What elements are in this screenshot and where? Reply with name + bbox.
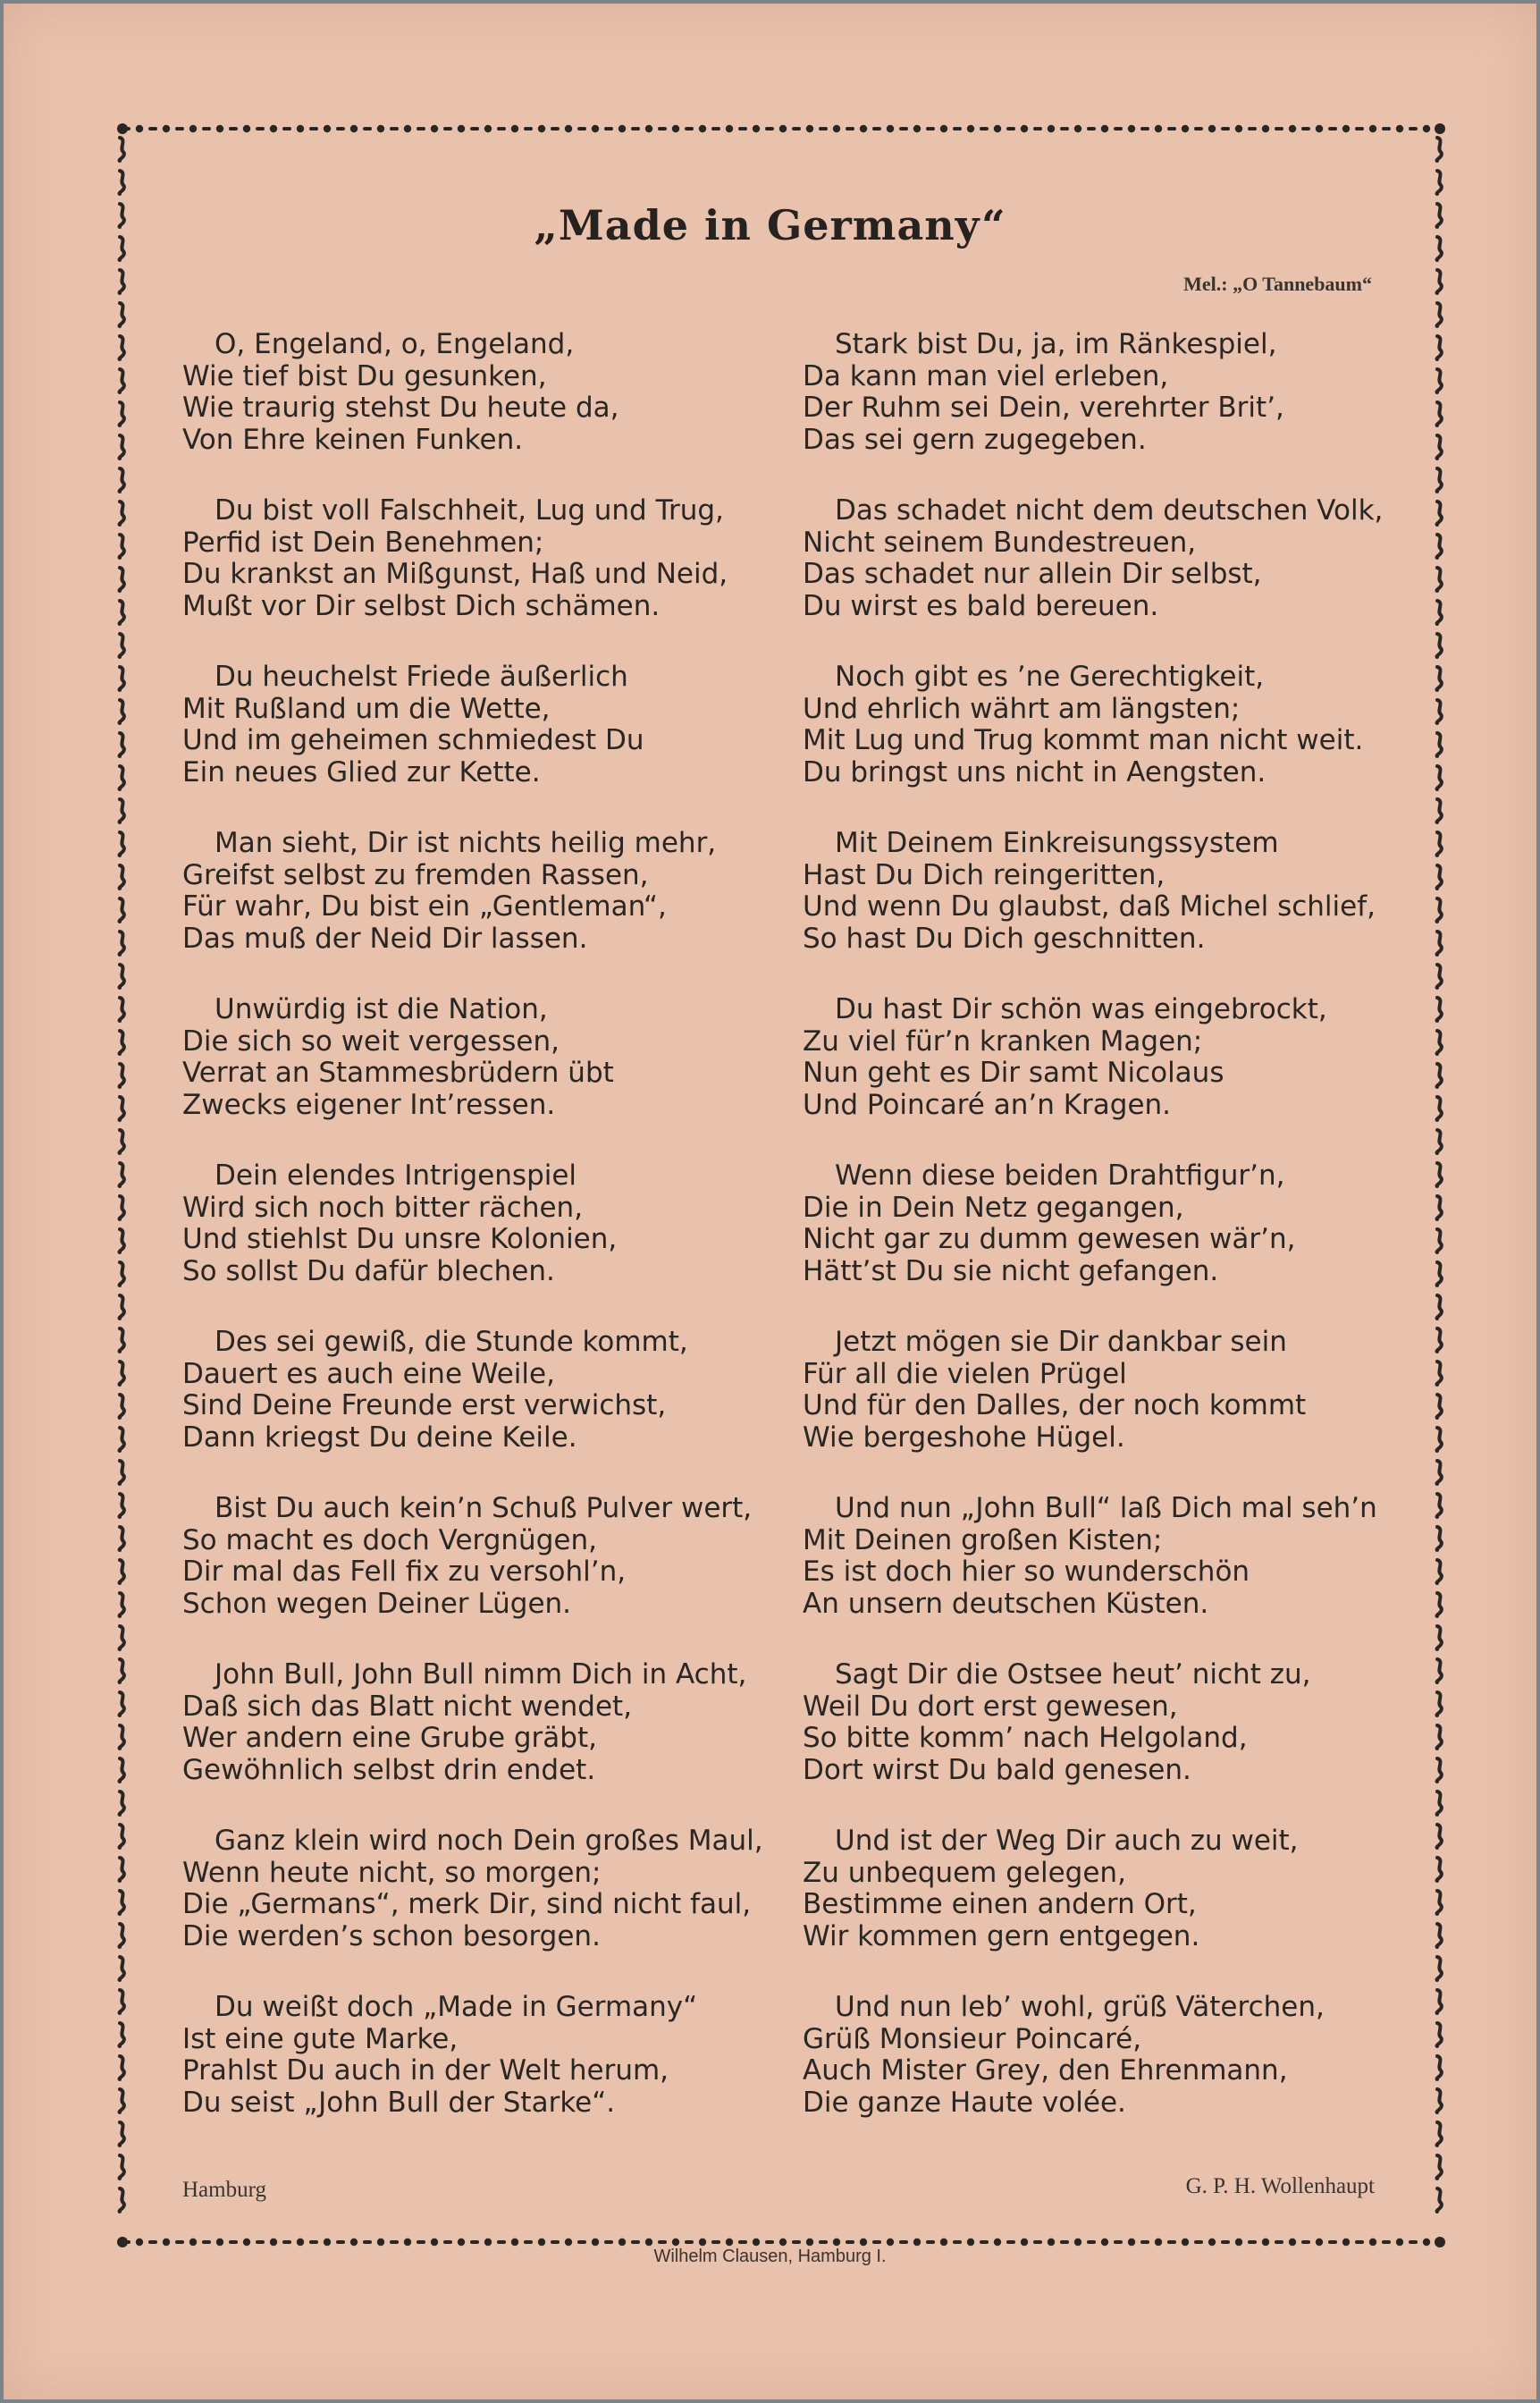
verse-line: Die ganze Haute volée. xyxy=(803,2086,1126,2119)
verse-line: Du bist voll Falschheit, Lug und Trug, xyxy=(215,494,724,527)
stanza xyxy=(182,662,808,828)
verse-line: So sollst Du dafür blechen. xyxy=(182,1254,555,1287)
right-column xyxy=(803,329,1428,2158)
verse-line: O, Engeland, o, Engeland, xyxy=(215,328,575,360)
verse-line: Jetzt mögen sie Dir dankbar sein xyxy=(835,1326,1287,1358)
verse-line: Unwürdig ist die Nation, xyxy=(215,993,548,1025)
verse-line: Auch Mister Grey, den Ehrenmann, xyxy=(803,2054,1288,2087)
verse-line: Und wenn Du glaubst, daß Michel schlief, xyxy=(803,890,1376,923)
verse-line: Hätt’st Du sie nicht gefangen. xyxy=(803,1254,1219,1287)
verse-line: Wer andern eine Grube gräbt, xyxy=(182,1722,597,1754)
verse-line: Du wirst es bald bereuen. xyxy=(803,589,1159,622)
stanza xyxy=(182,1493,808,1659)
verse-line: Und Poincaré an’n Kragen. xyxy=(803,1088,1172,1121)
stanza xyxy=(182,1659,808,1825)
verse-line: Daß sich das Blatt nicht wendet, xyxy=(182,1690,633,1723)
verse-line: Wie traurig stehst Du heute da, xyxy=(182,392,619,424)
verse-line: Schon wegen Deiner Lügen. xyxy=(182,1587,572,1620)
stanza xyxy=(803,1992,1428,2158)
verse-line: So hast Du Dich geschnitten. xyxy=(803,922,1206,955)
verse-line: Für wahr, Du bist ein „Gentleman“, xyxy=(182,890,667,923)
verse-line: Der Ruhm sei Dein, verehrter Brit’, xyxy=(803,392,1284,424)
verse-line: Dir mal das Fell fix zu versohl’n, xyxy=(182,1556,627,1588)
poem-title: „Made in Germany“ xyxy=(534,201,1006,249)
stanza xyxy=(803,1160,1428,1327)
verse-line: Sagt Dir die Ostsee heut’ nicht zu, xyxy=(835,1658,1311,1691)
place-of-print: Hamburg xyxy=(182,2178,266,2202)
verse-line: Sind Deine Freunde erst verwichst, xyxy=(182,1389,667,1421)
verse-line: Da kann man viel erleben, xyxy=(803,359,1169,392)
verse-line: Du bringst uns nicht in Aengsten. xyxy=(803,755,1267,788)
verse-line: Das sei gern zugegeben. xyxy=(803,423,1147,456)
verse-line: Die werden’s schon besorgen. xyxy=(182,1919,601,1952)
verse-line: Wenn heute nicht, so morgen; xyxy=(182,1856,602,1889)
verse-line: Mit Deinem Einkreisungssystem xyxy=(835,827,1279,859)
verse-line: Und im geheimen schmiedest Du xyxy=(182,724,644,756)
verse-line: Bist Du auch kein’n Schuß Pulver wert, xyxy=(215,1492,753,1524)
verse-line: Nicht seinem Bundestreuen, xyxy=(803,526,1197,559)
verse-line: Man sieht, Dir ist nichts heilig mehr, xyxy=(215,827,717,859)
stanza xyxy=(803,329,1428,495)
verse-line: Du heuchelst Friede äußerlich xyxy=(215,661,628,693)
verse-line: Und ist der Weg Dir auch zu weit, xyxy=(835,1825,1299,1857)
verse-line: Es ist doch hier so wunderschön xyxy=(803,1556,1250,1588)
verse-line: Zu viel für’n kranken Magen; xyxy=(803,1024,1203,1058)
verse-line: Bestimme einen andern Ort, xyxy=(803,1888,1197,1920)
verse-line: Du krankst an Mißgunst, Haß und Neid, xyxy=(182,558,728,590)
stanza xyxy=(803,495,1428,662)
verse-line: Grüß Monsieur Poincaré, xyxy=(803,2022,1142,2055)
verse-line: John Bull, John Bull nimm Dich in Acht, xyxy=(215,1658,747,1691)
verse-line: Wie bergeshohe Hügel. xyxy=(803,1421,1125,1454)
verse-line: Und für den Dalles, der noch kommt xyxy=(803,1389,1307,1421)
verse-line: Zu unbequem gelegen, xyxy=(803,1856,1126,1889)
melody-note: Mel.: „O Tannebaum“ xyxy=(1183,273,1372,295)
verse-line: Wir kommen gern entgegen. xyxy=(803,1919,1200,1952)
stanza xyxy=(182,329,808,495)
stanza xyxy=(182,828,808,994)
stanza xyxy=(803,1493,1428,1659)
verse-line: Ganz klein wird noch Dein großes Maul, xyxy=(215,1825,763,1857)
verse-line: Von Ehre keinen Funken. xyxy=(182,423,524,456)
verse-line: Perfid ist Dein Benehmen; xyxy=(182,526,544,559)
verse-line: Mit Rußland um die Wette, xyxy=(182,692,551,725)
verse-line: Das schadet nicht dem deutschen Volk, xyxy=(835,494,1384,527)
stanza xyxy=(182,1825,808,1992)
verse-line: Nun geht es Dir samt Nicolaus xyxy=(803,1057,1224,1089)
verse-line: Die sich so weit vergessen, xyxy=(182,1024,560,1058)
verse-line: Ist eine gute Marke, xyxy=(182,2022,459,2055)
verse-line: So bitte komm’ nach Helgoland, xyxy=(803,1722,1248,1754)
verse-line: Dort wirst Du bald genesen. xyxy=(803,1753,1191,1786)
verse-line: Gewöhnlich selbst drin endet. xyxy=(182,1753,596,1786)
verse-line: Mit Deinen großen Kisten; xyxy=(803,1523,1163,1556)
stanza xyxy=(182,1327,808,1493)
verse-line: Wie tief bist Du gesunken, xyxy=(182,359,547,392)
verse-line: Mit Lug und Trug kommt man nicht weit. xyxy=(803,724,1364,756)
stanza xyxy=(182,495,808,662)
verse-line: Hast Du Dich reingeritten, xyxy=(803,858,1166,891)
author-name: G. P. H. Wollenhaupt xyxy=(1185,2174,1375,2198)
stanza xyxy=(182,1160,808,1327)
stanza xyxy=(803,662,1428,828)
verse-line: Die in Dein Netz gegangen, xyxy=(803,1191,1184,1224)
verse-line: Nicht gar zu dumm gewesen wär’n, xyxy=(803,1223,1296,1255)
verse-line: An unsern deutschen Küsten. xyxy=(803,1587,1209,1620)
stanza xyxy=(803,1825,1428,1992)
verse-line: Und ehrlich währt am längsten; xyxy=(803,692,1241,725)
verse-line: Das muß der Neid Dir lassen. xyxy=(182,922,588,955)
verse-line: Mußt vor Dir selbst Dich schämen. xyxy=(182,589,661,622)
verse-line: Des sei gewiß, die Stunde kommt, xyxy=(215,1326,688,1358)
verse-line: Dauert es auch eine Weile, xyxy=(182,1357,555,1390)
verse-line: Das schadet nur allein Dir selbst, xyxy=(803,558,1262,590)
verse-line: So macht es doch Vergnügen, xyxy=(182,1523,597,1556)
verse-line: Greifst selbst zu fremden Rassen, xyxy=(182,858,649,891)
verse-line: Du seist „John Bull der Starke“. xyxy=(182,2086,616,2119)
verse-line: Zwecks eigener Int’ressen. xyxy=(182,1088,556,1121)
verse-line: Verrat an Stammesbrüdern übt xyxy=(182,1057,614,1089)
printer-credit: Wilhelm Clausen, Hamburg I. xyxy=(653,2247,887,2266)
verse-line: Und stiehlst Du unsre Kolonien, xyxy=(182,1223,618,1255)
verse-line: Stark bist Du, ja, im Ränkespiel, xyxy=(835,328,1277,360)
stanza xyxy=(803,1659,1428,1825)
stanza xyxy=(803,1327,1428,1493)
stanza xyxy=(182,994,808,1160)
verse-line: Ein neues Glied zur Kette. xyxy=(182,755,541,788)
verse-line: Noch gibt es ’ne Gerechtigkeit, xyxy=(835,661,1265,693)
stanza xyxy=(803,828,1428,994)
stanza xyxy=(803,994,1428,1160)
verse-line: Du weißt doch „Made in Germany“ xyxy=(215,1991,698,2023)
verse-line: Du hast Dir schön was eingebrockt, xyxy=(835,993,1327,1025)
verse-line: Dann kriegst Du deine Keile. xyxy=(182,1421,577,1454)
stanza xyxy=(182,1992,808,2158)
verse-line: Prahlst Du auch in der Welt herum, xyxy=(182,2054,669,2087)
verse-line: Dein elendes Intrigenspiel xyxy=(215,1159,577,1192)
verse-line: Für all die vielen Prügel xyxy=(803,1357,1127,1390)
verse-line: Die „Germans“, merk Dir, sind nicht faul, xyxy=(182,1888,752,1920)
left-column xyxy=(182,329,808,2158)
verse-line: Und nun leb’ wohl, grüß Väterchen, xyxy=(835,1991,1325,2023)
verse-line: Wenn diese beiden Drahtfigur’n, xyxy=(835,1159,1285,1192)
verse-line: Und nun „John Bull“ laß Dich mal seh’n xyxy=(835,1492,1377,1524)
verse-line: Wird sich noch bitter rächen, xyxy=(182,1191,584,1224)
verse-line: Weil Du dort erst gewesen, xyxy=(803,1690,1178,1723)
